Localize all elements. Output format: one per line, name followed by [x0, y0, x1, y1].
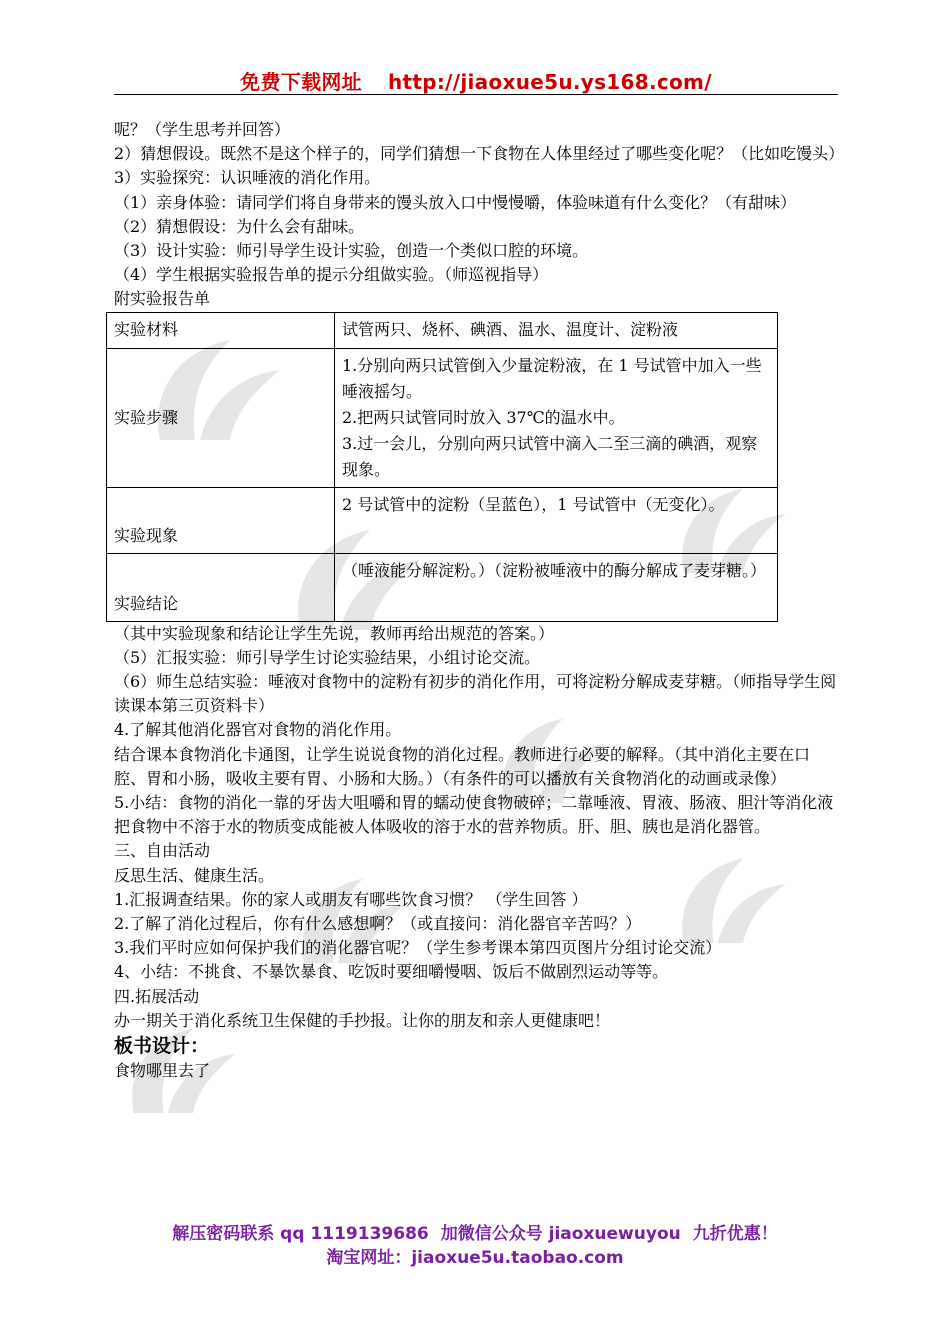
paragraph: （5）汇报实验：师引导学生讨论实验结果，小组讨论交流。: [114, 647, 541, 667]
paragraph: 4.了解其他消化器官对食物的消化作用。: [114, 720, 402, 740]
footer-discount-text: 九折优惠！: [692, 1224, 778, 1244]
table-cell-label: 实验现象: [107, 487, 335, 553]
cell-line: 2 号试管中的淀粉（呈蓝色），1 号试管中（无变化）。: [342, 494, 725, 514]
table-row: [107, 553, 778, 621]
paragraph: 办一期关于消化系统卫生保健的手抄报。让你的朋友和亲人更健康吧！: [114, 1010, 611, 1030]
footer-password-text: 解压密码联系 qq 1119139686: [172, 1224, 429, 1244]
paragraph: （4）学生根据实验报告单的提示分组做实验。（师巡视指导）: [114, 265, 549, 285]
table-row: [107, 348, 778, 487]
table-cell-label: 实验步骤: [107, 348, 335, 487]
paragraph: （1）亲身体验：请同学们将自身带来的馒头放入口中慢慢嚼，体验味道有什么变化？（有甜味）: [114, 192, 797, 212]
table-cell-content: [335, 553, 778, 621]
paragraph: 2）猜想假设。既然不是这个样子的，同学们猜想一下食物在人体里经过了哪些变化呢？（比如吃馒头）: [114, 144, 845, 164]
paragraph: 结合课本食物消化卡通图，让学生说说食物的消化过程。教师进行必要的解释。（其中消化主要在口腔、胃和小肠，吸收主要有胃、小肠和大肠。）（有条件的可以播放有关食物消化的动画或录像）: [114, 744, 811, 788]
board-design-heading: 板书设计：: [114, 1035, 210, 1058]
paragraph: 食物哪里去了: [114, 1061, 211, 1081]
paragraph: 1.汇报调查结果。你的家人或朋友有哪些饮食习惯？ （学生回答 ）: [114, 889, 588, 909]
cell-line: （唾液能分解淀粉。）（淀粉被唾液中的酶分解成了麦芽糖。）: [342, 560, 767, 580]
paragraph: 附实验报告单: [114, 289, 211, 309]
download-url-link[interactable]: http://jiaoxue5u.ys168.com/: [387, 70, 712, 94]
paragraph: 2.了解了消化过程后，你有什么感想啊？（或直接问：消化器官辛苦吗？）: [114, 914, 642, 934]
download-header: [114, 66, 838, 95]
experiment-report-table: [106, 312, 778, 622]
download-label: 免费下载网址: [240, 70, 362, 94]
cell-line: 2.把两只试管同时放入 37℃的温水中。: [342, 407, 625, 427]
paragraph: 3.我们平时应如何保护我们的消化器官呢？（学生参考课本第四页图片分组讨论交流）: [114, 938, 722, 958]
section-title: 四.拓展活动: [114, 986, 200, 1006]
paragraph: 反思生活、健康生活。: [114, 865, 275, 885]
table-row: [107, 312, 778, 348]
table-row: [107, 487, 778, 553]
footer-taobao-link[interactable]: 淘宝网址：jiaoxue5u.taobao.com: [326, 1248, 624, 1268]
paragraph: 3）实验探究：认识唾液的消化作用。: [114, 168, 381, 188]
table-cell-content: [335, 312, 778, 348]
paragraph: 呢？（学生思考并回答）: [114, 120, 291, 139]
cell-line: 3.过一会儿，分别向两只试管中滴入二至三滴的碘酒，观察现象。: [342, 433, 758, 479]
table-cell-label: 实验材料: [107, 312, 335, 348]
cell-line: 试管两只、烧杯、碘酒、温水、温度计、淀粉液: [342, 319, 679, 339]
table-cell-content: [335, 348, 778, 487]
paragraph: （2）猜想假设：为什么会有甜味。: [114, 216, 365, 236]
cell-line: 1.分别向两只试管倒入少量淀粉液，在 1 号试管中加入一些唾液摇匀。: [342, 355, 762, 401]
header-divider: [114, 94, 838, 95]
paragraph: （其中实验现象和结论让学生先说，教师再给出规范的答案。）: [114, 623, 555, 643]
table-cell-content: [335, 487, 778, 553]
paragraph: （6）师生总结实验：唾液对食物中的淀粉有初步的消化作用，可将淀粉分解成麦芽糖。（师指导学生阅读课本第三页资料卡）: [114, 672, 837, 716]
section-title: 三、自由活动: [114, 841, 211, 861]
footer-wechat-text: 加微信公众号 jiaoxuewuyou: [440, 1224, 681, 1244]
table-cell-label: 实验结论: [107, 553, 335, 621]
footer-contact: [0, 1219, 950, 1244]
paragraph: （3）设计实验：师引导学生设计实验，创造一个类似口腔的环境。: [114, 241, 589, 261]
paragraph: 4、小结：不挑食、不暴饮暴食、吃饭时要细嚼慢咽、饭后不做剧烈运动等等。: [114, 962, 669, 982]
paragraph: 5.小结：食物的消化一靠的牙齿大咀嚼和胃的蠕动使食物破碎；二靠唾液、胃液、肠液、胆汁等消化液把食物中不溶于水的物质变成能被人体吸收的溶于水的营养物质。肝、胆、胰也是消化器管。: [114, 793, 834, 837]
document-body: [114, 118, 845, 1083]
